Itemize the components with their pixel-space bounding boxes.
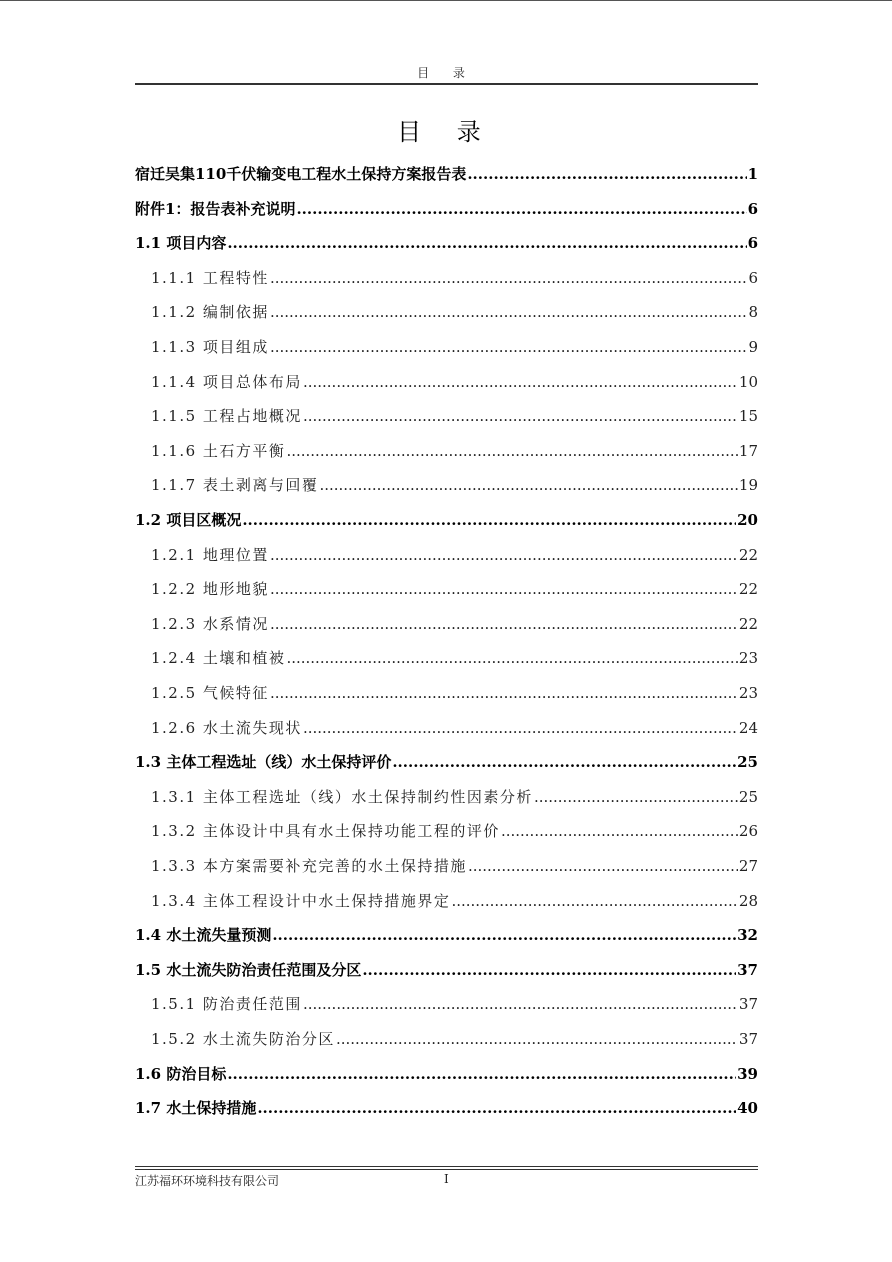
- toc-page-number: 19: [738, 476, 758, 495]
- toc-entry[interactable]: [135, 852, 758, 876]
- toc-dot-leader: [303, 718, 738, 738]
- toc-page-number: 10: [738, 372, 758, 391]
- toc-dot-leader: [501, 821, 738, 841]
- toc-dot-leader: [270, 614, 738, 634]
- toc-page-number: 27: [738, 857, 758, 875]
- page-top-border: [0, 0, 892, 1]
- footer-rule: [135, 1166, 758, 1167]
- toc-dot-leader: [467, 164, 746, 184]
- toc-dot-leader: [392, 752, 736, 772]
- toc-entry[interactable]: [135, 506, 758, 530]
- toc-entry[interactable]: [135, 160, 758, 184]
- toc-entry[interactable]: [135, 368, 758, 392]
- toc-entry-text: 1.1.6 土石方平衡: [151, 441, 286, 460]
- toc-entry[interactable]: [135, 1094, 758, 1118]
- toc-dot-leader: [270, 545, 738, 565]
- toc-page-number: 25: [737, 753, 758, 772]
- toc-page-number: 37: [738, 1030, 758, 1048]
- toc-entry[interactable]: [135, 990, 758, 1014]
- toc-entry-text: 1.2.4 土壤和植被: [151, 649, 286, 668]
- toc-dot-leader: [296, 199, 746, 219]
- toc-dot-leader: [286, 648, 737, 668]
- toc-entry-text: 1.2.6 水土流失现状: [151, 718, 302, 737]
- toc-entry-text: 1.5.2 水土流失防治分区: [151, 1030, 335, 1048]
- toc-entry[interactable]: [135, 1025, 758, 1049]
- toc-dot-leader: [272, 925, 736, 945]
- toc-dot-leader: [270, 337, 748, 357]
- toc-dot-leader: [257, 1098, 736, 1118]
- toc-entry[interactable]: [135, 471, 758, 495]
- toc-page-number: 23: [738, 649, 758, 668]
- toc-dot-leader: [286, 441, 737, 461]
- toc-entry-text: 1.2.3 水系情况: [151, 614, 269, 633]
- footer-rule-secondary: [135, 1169, 758, 1170]
- toc-page-number: 8: [748, 303, 758, 322]
- toc-entry[interactable]: [135, 817, 758, 841]
- toc-dot-leader: [319, 475, 737, 495]
- running-header: 目 录: [417, 66, 475, 80]
- toc-dot-leader: [451, 891, 737, 911]
- toc-dot-leader: [242, 510, 736, 530]
- toc-dot-leader: [270, 268, 748, 288]
- toc-page-number: 17: [738, 441, 758, 460]
- toc-page-number: 6: [747, 199, 758, 218]
- toc-entry[interactable]: [135, 402, 758, 426]
- toc-entry-text: 1.5.1 防治责任范围: [151, 995, 302, 1014]
- toc-entry-text: 1.2.1 地理位置: [151, 545, 269, 564]
- toc-entry[interactable]: [135, 541, 758, 565]
- toc-page-number: 22: [738, 614, 758, 633]
- toc-dot-leader: [227, 1064, 736, 1084]
- toc-entry[interactable]: [135, 298, 758, 322]
- toc-dot-leader: [303, 372, 738, 392]
- toc-entry[interactable]: [135, 748, 758, 772]
- toc-page-number: 6: [748, 268, 758, 287]
- toc-entry-text: 宿迁吴集110千伏输变电工程水土保持方案报告表: [135, 165, 467, 183]
- toc-dot-leader: [534, 787, 738, 807]
- footer-page-number: I: [444, 1172, 449, 1186]
- toc-page-number: 40: [737, 1099, 758, 1118]
- toc-entry-text: 1.1.3 项目组成: [151, 338, 269, 356]
- toc-page-number: 26: [738, 822, 758, 841]
- toc-entry[interactable]: [135, 575, 758, 599]
- toc-entry[interactable]: [135, 887, 758, 911]
- toc-entry[interactable]: [135, 714, 758, 738]
- toc-entry[interactable]: [135, 610, 758, 634]
- toc-dot-leader: [336, 1029, 738, 1049]
- toc-page-number: 37: [737, 960, 758, 979]
- toc-page-number: 25: [738, 787, 758, 806]
- toc-page-number: 32: [737, 926, 758, 945]
- toc-page-number: 22: [738, 580, 758, 599]
- toc-entry-text: 1.4 水土流失量预测: [135, 926, 272, 945]
- toc-page-number: 9: [748, 338, 758, 356]
- toc-entry[interactable]: [135, 956, 758, 980]
- toc-entry-text: 1.2.5 气候特征: [151, 684, 269, 702]
- toc-entry-text: 1.2 项目区概况: [135, 511, 242, 529]
- toc-dot-leader: [270, 683, 738, 703]
- toc-entry[interactable]: [135, 644, 758, 668]
- toc-entry-text: 1.1.2 编制依据: [151, 303, 269, 322]
- toc-entry-text: 1.1.4 项目总体布局: [151, 372, 302, 391]
- toc-entry-text: 附件1：报告表补充说明: [135, 199, 296, 218]
- header-rule: [135, 83, 758, 85]
- toc-entry-text: 1.7 水土保持措施: [135, 1099, 257, 1118]
- toc-dot-leader: [303, 994, 738, 1014]
- toc-page-number: 20: [737, 511, 758, 529]
- toc-page-number: 1: [747, 165, 758, 183]
- toc-page-number: 22: [738, 545, 758, 564]
- footer-company: 江苏福环环境科技有限公司: [135, 1174, 280, 1188]
- toc-entry[interactable]: [135, 437, 758, 461]
- toc-entry-text: 1.3.1 主体工程选址（线）水土保持制约性因素分析: [151, 787, 533, 806]
- toc-page-number: 28: [738, 891, 758, 910]
- toc-entry-text: 1.3 主体工程选址（线）水土保持评价: [135, 753, 392, 772]
- toc-dot-leader: [227, 233, 746, 253]
- toc-dot-leader: [270, 579, 738, 599]
- toc-entry[interactable]: [135, 229, 758, 253]
- toc-entry[interactable]: [135, 195, 758, 219]
- toc-entry-text: 1.1.1 工程特性: [151, 268, 269, 287]
- toc-page-number: 24: [738, 718, 758, 737]
- toc-entry[interactable]: [135, 1060, 758, 1084]
- toc-page-number: 23: [738, 684, 758, 702]
- toc-entry-text: 1.5 水土流失防治责任范围及分区: [135, 960, 362, 979]
- toc-entry-text: 1.1.5 工程占地概况: [151, 407, 302, 426]
- toc-page-number: 37: [738, 995, 758, 1014]
- toc-entry-text: 1.2.2 地形地貌: [151, 580, 269, 599]
- toc-page-number: 6: [747, 234, 758, 253]
- toc-dot-leader: [468, 856, 738, 876]
- toc-entry[interactable]: [135, 921, 758, 945]
- toc-dot-leader: [362, 960, 736, 980]
- toc-dot-leader: [270, 302, 748, 322]
- toc-dot-leader: [303, 406, 738, 426]
- toc-entry[interactable]: [135, 333, 758, 357]
- toc-entry-text: 1.3.2 主体设计中具有水土保持功能工程的评价: [151, 822, 500, 841]
- toc-page-number: 15: [738, 407, 758, 426]
- toc-entry-text: 1.6 防治目标: [135, 1064, 227, 1083]
- toc-entry-text: 1.1.7 表土剥离与回覆: [151, 476, 319, 495]
- toc-page-number: 39: [737, 1064, 758, 1083]
- toc-entry-text: 1.3.3 本方案需要补充完善的水土保持措施: [151, 857, 467, 875]
- toc-entry[interactable]: [135, 264, 758, 288]
- toc-entry[interactable]: [135, 679, 758, 703]
- toc-entry[interactable]: [135, 783, 758, 807]
- page-title: 目 录: [397, 118, 495, 146]
- toc-entry-text: 1.3.4 主体工程设计中水土保持措施界定: [151, 891, 451, 910]
- toc-entry-text: 1.1 项目内容: [135, 234, 227, 253]
